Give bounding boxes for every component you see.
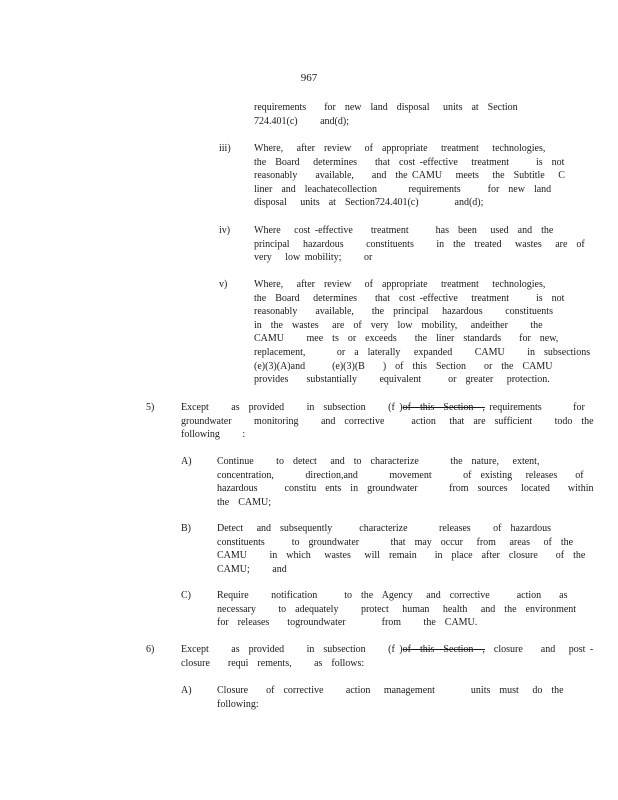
text-line: the Board determines that cost -effective treatment is not bbox=[254, 292, 565, 304]
list-marker-v: v) bbox=[219, 279, 228, 290]
text-line: following: bbox=[217, 698, 259, 710]
text-line: constituents to groundwater that may occur from areas of the bbox=[217, 536, 574, 548]
list-item-5b bbox=[217, 522, 585, 576]
text-line: 724.401(c) and(d); bbox=[254, 115, 349, 127]
text-line: closure requi rements, as follows: bbox=[181, 657, 365, 669]
text-line: Continue to detect and to characterize the nature, extent, bbox=[217, 456, 540, 467]
list-marker-5: 5) bbox=[146, 402, 155, 413]
list-marker-iv: iv) bbox=[219, 225, 231, 236]
text-line: Where cost -effective treatment has been used and the bbox=[254, 225, 554, 236]
text-line: liner and leachatecollection requirements for new land bbox=[254, 183, 552, 195]
list-item-iv bbox=[254, 224, 585, 265]
text-line: CAMU in which wastes will remain in place after closure of the bbox=[217, 550, 586, 562]
text-line: (e)(3)(A)and (e)(3)(B ) of this Section or the CAMU bbox=[254, 360, 553, 372]
text-line: reasonably available, the principal hazardous constituents bbox=[254, 306, 553, 318]
list-item-v bbox=[254, 278, 590, 387]
list-item-iii bbox=[254, 142, 565, 210]
text-line: replacement, or a laterally expanded CAMU in subsections bbox=[254, 346, 591, 358]
continuation-paragraph bbox=[254, 101, 518, 128]
text-line: reasonably available, and the CAMU meets the Subtitle C bbox=[254, 170, 565, 182]
text-line: for releases togroundwater from the CAMU. bbox=[217, 617, 478, 629]
list-item-6a bbox=[217, 684, 564, 711]
list-marker-6: 6) bbox=[146, 644, 155, 655]
list-item-5a bbox=[217, 455, 593, 509]
text-line: Require notification to the Agency and corrective action as bbox=[217, 590, 568, 601]
text-line: Detect and subsequently characterize releases of hazardous bbox=[217, 523, 552, 534]
text-line bbox=[181, 643, 593, 657]
text-line: very low mobility; or bbox=[254, 252, 373, 264]
text-line: Where, after review of appropriate treatment technologies, bbox=[254, 143, 546, 154]
list-marker-iii: iii) bbox=[219, 143, 231, 154]
text-line: Where, after review of appropriate treatment technologies, bbox=[254, 279, 546, 290]
lead-text-continued: closure and post - bbox=[484, 644, 594, 655]
text-line: hazardous constitu ents in groundwater from sources located within bbox=[217, 483, 594, 495]
text-line bbox=[181, 401, 594, 415]
list-marker-5b: B) bbox=[181, 523, 191, 534]
text-line: provides substantially equivalent or greater protection. bbox=[254, 374, 550, 386]
list-marker-6a: A) bbox=[181, 685, 192, 696]
text-line: CAMU mee ts or exceeds the liner standards for new, bbox=[254, 333, 559, 345]
list-item-5c bbox=[217, 589, 576, 630]
list-item-5 bbox=[181, 401, 594, 442]
text-line: principal hazardous constituents in the treated wastes are of bbox=[254, 238, 585, 250]
text-line: the Board determines that cost -effective treatment is not bbox=[254, 156, 565, 168]
lead-text: Except as provided in subsection (f ) bbox=[181, 402, 403, 413]
lead-text: Except as provided in subsection (f ) bbox=[181, 644, 403, 655]
text-line: disposal units at Section724.401(c) and(d); bbox=[254, 197, 484, 209]
deleted-text: of this Section , bbox=[402, 402, 485, 413]
text-line: groundwater monitoring and corrective action that are sufficient todo the bbox=[181, 415, 594, 427]
deleted-text: of this Section , bbox=[402, 644, 485, 655]
text-line: in the wastes are of very low mobility, andeither the bbox=[254, 319, 543, 331]
text-line: the CAMU; bbox=[217, 496, 271, 508]
text-line: Closure of corrective action management units must do the bbox=[217, 685, 564, 696]
lead-text-continued: requirements for bbox=[484, 402, 585, 413]
text-line: requirements for new land disposal units at Section bbox=[254, 102, 518, 113]
page-number: 967 bbox=[300, 72, 318, 84]
text-line: concentration, direction,and movement of existing releases of bbox=[217, 469, 584, 481]
list-item-6 bbox=[181, 643, 593, 670]
text-line: CAMU; and bbox=[217, 563, 287, 575]
text-line: following : bbox=[181, 429, 246, 441]
list-marker-5a: A) bbox=[181, 456, 192, 467]
text-line: necessary to adequately protect human health and the environment bbox=[217, 603, 577, 615]
list-marker-5c: C) bbox=[181, 590, 191, 601]
